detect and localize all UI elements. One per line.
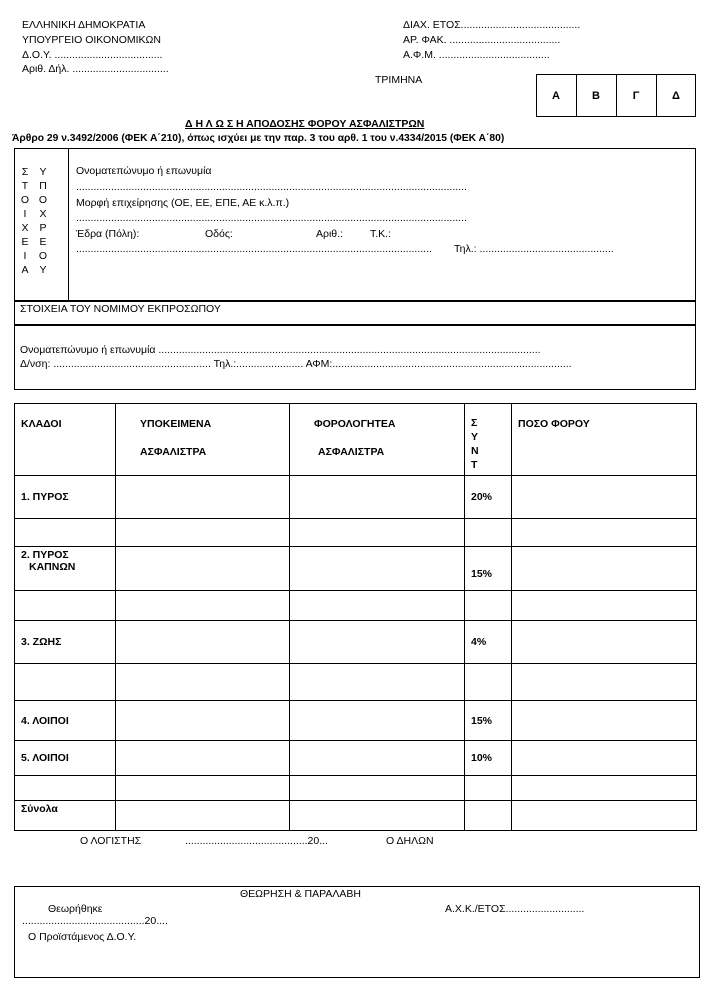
cell-input[interactable]	[512, 741, 697, 776]
header-ypokeimena: ΥΠΟΚΕΙΜΕΝΑ ΑΣΦΑΛΙΣΤΡΑ	[116, 404, 290, 476]
row-rate	[465, 664, 512, 701]
table-row	[15, 519, 697, 547]
row-rate: 15%	[465, 701, 512, 741]
table-row	[15, 591, 697, 621]
company-name-label: Ονοματεπώνυμο ή επωνυμία	[76, 165, 212, 177]
table-row	[15, 621, 697, 664]
fiscal-year-field[interactable]: ΔΙΑΧ. ΕΤΟΣ.........................................	[403, 19, 581, 31]
cell-input[interactable]	[290, 547, 465, 591]
tax-office-head-label: Ο Προϊστάμενος Δ.Ο.Υ.	[28, 931, 137, 943]
cell-input[interactable]	[512, 801, 697, 831]
row-label	[15, 664, 116, 701]
side-label-left: Σ Τ Ο Ι Χ Ε Ι Α	[20, 166, 30, 276]
cell-input[interactable]	[116, 741, 290, 776]
cell-input[interactable]	[116, 591, 290, 621]
city-label: Έδρα (Πόλη):	[76, 228, 140, 240]
validated-label: Θεωρήθηκε	[48, 903, 103, 915]
table-row	[15, 701, 697, 741]
representative-name-field[interactable]: Ονοματεπώνυμο ή επωνυμία ...................................................................................................................................	[20, 344, 541, 356]
row-label: 5. ΛΟΙΠΟΙ	[15, 741, 116, 776]
axk-year-field[interactable]: Α.Χ.Κ./ΕΤΟΣ...........................	[445, 903, 585, 915]
company-form-label: Μορφή επιχείρησης (ΟΕ, ΕΕ, ΕΠΕ, ΑΕ κ.λ.π.)	[76, 197, 290, 209]
phone-field[interactable]: Τηλ.: ..............................................	[454, 243, 614, 255]
address-field[interactable]: ..........................................................................................................................	[76, 243, 432, 255]
cell-input[interactable]	[116, 519, 290, 547]
row-rate	[465, 591, 512, 621]
row-rate	[465, 776, 512, 801]
cell-input[interactable]	[290, 664, 465, 701]
row-rate: 10%	[465, 741, 512, 776]
totals-row	[15, 801, 697, 831]
row-rate	[465, 519, 512, 547]
header-forologitea: ΦΟΡΟΛΟΓΗΤΕΑ ΑΣΦΑΛΙΣΤΡΑ	[290, 404, 465, 476]
cell-input[interactable]	[116, 801, 290, 831]
representative-address-field[interactable]: Δ/νση: ...................................................... Τηλ.:....................... ΑΦΜ:..................................................................................	[20, 358, 572, 370]
row-label: 2. ΠΥΡΟΣ ΚΑΠΝΩΝ	[15, 547, 116, 591]
accountant-label: Ο ΛΟΓΙΣΤΗΣ	[80, 835, 142, 847]
declarant-label: Ο ΔΗΛΩΝ	[386, 835, 434, 847]
street-label: Οδός:	[205, 228, 233, 240]
country-label: ΕΛΛΗΝΙΚΗ ΔΗΜΟΚΡΑΤΙΑ	[22, 19, 146, 31]
header-kladoi: ΚΛΑΔΟΙ	[15, 404, 116, 476]
cell-input[interactable]	[512, 547, 697, 591]
cell-input[interactable]	[116, 621, 290, 664]
quarter-b-box[interactable]: Β	[592, 89, 600, 102]
declaration-number-field[interactable]: Αριθ. Δήλ. .................................	[22, 63, 169, 75]
row-rate	[465, 801, 512, 831]
cell-input[interactable]	[512, 519, 697, 547]
signature-date-field[interactable]: ..........................................20...	[185, 835, 328, 847]
postcode-label: Τ.Κ.:	[370, 228, 392, 240]
row-label: 3. ΖΩΗΣ	[15, 621, 116, 664]
header-synt: Σ Υ Ν Τ	[465, 404, 512, 476]
table-row	[15, 476, 697, 519]
quarter-label: ΤΡΙΜΗΝΑ	[375, 74, 423, 86]
row-label	[15, 776, 116, 801]
cell-input[interactable]	[116, 701, 290, 741]
row-rate: 15%	[465, 547, 512, 591]
cell-input[interactable]	[116, 664, 290, 701]
cell-input[interactable]	[290, 741, 465, 776]
header-poso: ΠΟΣΟ ΦΟΡΟΥ	[512, 404, 697, 476]
table-row	[15, 741, 697, 776]
table-row	[15, 776, 697, 801]
company-form-field[interactable]: ......................................................................................................................................	[76, 212, 467, 224]
row-label: 1. ΠΥΡΟΣ	[15, 476, 116, 519]
doy-field[interactable]: Δ.Ο.Υ. .....................................	[22, 49, 163, 61]
cell-input[interactable]	[512, 621, 697, 664]
row-rate: 4%	[465, 621, 512, 664]
cell-input[interactable]	[116, 776, 290, 801]
cell-input[interactable]	[512, 701, 697, 741]
side-label-right: Υ Π Ο Χ Ρ Ε Ο Υ	[38, 166, 48, 276]
representative-details-box	[14, 324, 696, 390]
cell-input[interactable]	[116, 547, 290, 591]
cell-input[interactable]	[512, 591, 697, 621]
table-row	[15, 664, 697, 701]
legal-reference: Άρθρο 29 ν.3492/2006 (ΦΕΚ Α΄210), όπως ισχύει με την παρ. 3 του αρθ. 1 του ν.4334/2015 (ΦΕΚ Α΄80)	[12, 133, 505, 144]
table-header-row	[15, 404, 697, 476]
tax-table	[14, 403, 697, 831]
cell-input[interactable]	[512, 776, 697, 801]
cell-input[interactable]	[290, 476, 465, 519]
file-number-field[interactable]: ΑΡ. ΦΑΚ. ......................................	[403, 34, 561, 46]
cell-input[interactable]	[290, 776, 465, 801]
row-label	[15, 591, 116, 621]
validation-heading: ΘΕΩΡΗΣΗ & ΠΑΡΑΛΑΒΗ	[240, 888, 361, 900]
cell-input[interactable]	[290, 591, 465, 621]
company-name-field[interactable]: ......................................................................................................................................	[76, 181, 467, 193]
totals-label: Σύνολα	[15, 801, 116, 831]
afm-field[interactable]: Α.Φ.Μ. ......................................	[403, 49, 550, 61]
table-row	[15, 547, 697, 591]
cell-input[interactable]	[290, 621, 465, 664]
quarter-a-box[interactable]: Α	[552, 89, 560, 102]
row-label	[15, 519, 116, 547]
cell-input[interactable]	[116, 476, 290, 519]
form-title: Δ Η Λ Ω Σ Η ΑΠΟΔΟΣΗΣ ΦΟΡΟΥ ΑΣΦΑΛΙΣΤΡΩΝ	[185, 118, 425, 130]
cell-input[interactable]	[290, 519, 465, 547]
cell-input[interactable]	[290, 801, 465, 831]
quarter-d-box[interactable]: Δ	[672, 89, 680, 102]
cell-input[interactable]	[512, 664, 697, 701]
validation-date-field[interactable]: ..........................................20....	[22, 915, 168, 927]
cell-input[interactable]	[512, 476, 697, 519]
representative-heading: ΣΤΟΙΧΕΙΑ ΤΟΥ ΝΟΜΙΜΟΥ ΕΚΠΡΟΣΩΠΟΥ	[20, 303, 221, 315]
row-rate: 20%	[465, 476, 512, 519]
ministry-label: ΥΠΟΥΡΓΕΙΟ ΟΙΚΟΝΟΜΙΚΩΝ	[22, 34, 161, 46]
cell-input[interactable]	[290, 701, 465, 741]
quarter-c-box[interactable]: Γ	[632, 89, 640, 102]
number-label: Αριθ.:	[316, 228, 343, 240]
row-label: 4. ΛΟΙΠΟΙ	[15, 701, 116, 741]
